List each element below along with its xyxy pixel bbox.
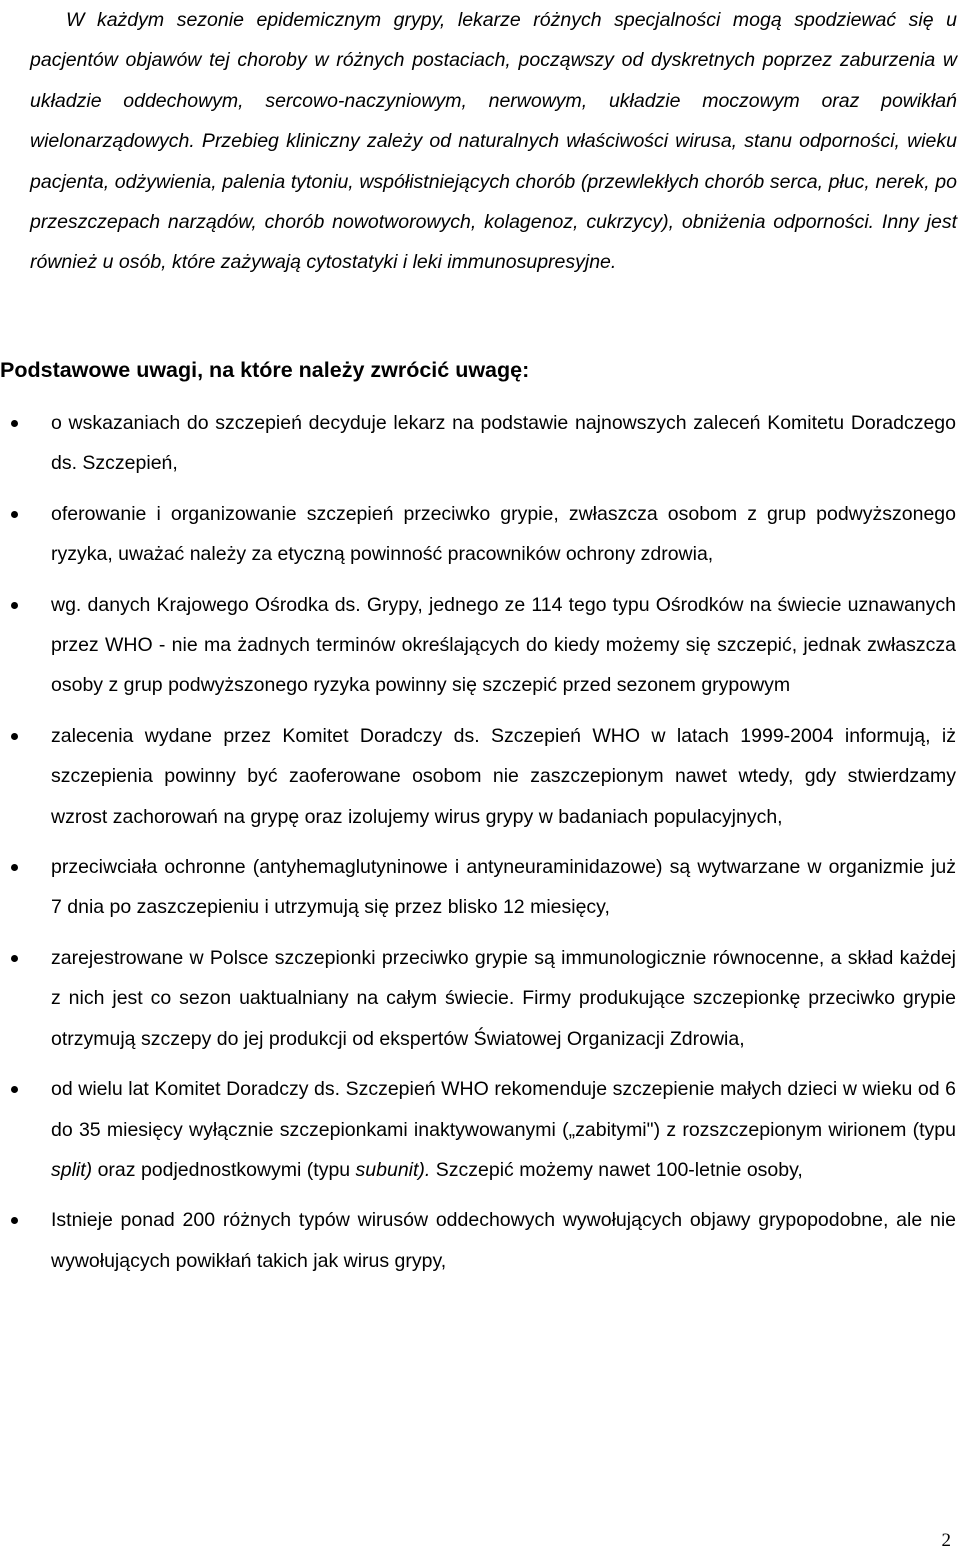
- list-item: [0, 938, 960, 1059]
- section-heading: Podstawowe uwagi, na które należy zwrócić uwagę:: [0, 358, 530, 382]
- list-item: [0, 1200, 960, 1281]
- list-item: [0, 1069, 960, 1190]
- bullet-icon: [11, 602, 18, 609]
- bullet-icon: [11, 955, 18, 962]
- bullet-text: o wskazaniach do szczepień decyduje lekarz na podstawie najnowszych zaleceń Komitetu Doradczego ds. Szczepień,: [51, 412, 956, 475]
- bullet-text: zalecenia wydane przez Komitet Doradczy ds. Szczepień WHO w latach 1999-2004 informują, iż szczepienia powinny być zaoferowane osobom nie zaszczepionym nawet wtedy, gdy stwierdzamy wzrost zachorowań na grypę oraz izolujemy wirus grypy w badaniach populacyjnych,: [51, 724, 956, 828]
- bullet-icon: [11, 733, 18, 740]
- bullet-icon: [11, 420, 18, 427]
- bullet-list: [0, 403, 960, 1291]
- page-number: 2: [941, 1530, 951, 1551]
- bullet-text-segment: od wielu lat Komitet Doradczy ds. Szczepień WHO rekomenduje szczepienie małych dzieci w wieku od 6 do 35 miesięcy wyłącznie szczepionkami inaktywowanymi („zabitymi") z rozszczepionym wirionem (typu: [51, 1078, 956, 1141]
- bullet-text-segment: Szczepić możemy nawet 100-letnie osoby,: [430, 1158, 803, 1181]
- intro-paragraph: [30, 0, 957, 283]
- bullet-text: zarejestrowane w Polsce szczepionki przeciwko grypie są immunologicznie równocenne, a skład każdej z nich jest co sezon uaktualniany na całym świecie. Firmy produkujące szczepionkę przeciwko grypie otrzymują szczepy do jej produkcji od ekspertów Światowej Organizacji Zdrowia,: [51, 946, 956, 1050]
- bullet-text-segment: oraz podjednostkowymi (typu: [92, 1158, 356, 1181]
- bullet-icon: [11, 511, 18, 518]
- bullet-text: [51, 1069, 956, 1190]
- list-item: [0, 494, 960, 575]
- bullet-text: wg. danych Krajowego Ośrodka ds. Grypy, jednego ze 114 tego typu Ośrodków na świecie uznawanych przez WHO - nie ma żadnych terminów określających do kiedy możemy się szczepić, jednak zwłaszcza osoby z grup podwyższonego ryzyka powinny się szczepić przed sezonem grypowym: [51, 593, 956, 697]
- list-item: [0, 585, 960, 706]
- bullet-icon: [11, 1086, 18, 1093]
- intro-text: W każdym sezonie epidemicznym grypy, lekarze różnych specjalności mogą spodziewać się u pacjentów objawów tej choroby w różnych postaciach, począwszy od dyskretnych poprzez zaburzenia w układzie oddechowym, sercowo-naczyniowym, nerwowym, układzie moczowym oraz powikłań wielonarządowych. Przebieg kliniczny zależy od naturalnych właściwości wirusa, stanu odporności, wieku pacjenta, odżywienia, palenia tytoniu, współistniejących chorób (przewlekłych chorób serca, płuc, nerek, po przeszczepach narządów, chorób nowotworowych, kolagenoz, cukrzycy), obniżenia odporności. Inny jest również u osób, które zażywają cytostatyki i leki immunosupresyjne.: [30, 9, 957, 274]
- bullet-text: oferowanie i organizowanie szczepień przeciwko grypie, zwłaszcza osobom z grup podwyższonego ryzyka, uważać należy za etyczną powinność pracowników ochrony zdrowia,: [51, 502, 956, 566]
- list-item: [0, 403, 960, 484]
- bullet-icon: [11, 1217, 18, 1224]
- bullet-icon: [11, 864, 18, 871]
- italic-term: split): [51, 1158, 93, 1181]
- list-item: [0, 716, 960, 837]
- bullet-text: Istnieje ponad 200 różnych typów wirusów oddechowych wywołujących objawy grypopodobne, ale nie wywołujących powikłań takich jak wirus grypy,: [51, 1209, 956, 1272]
- list-item: [0, 847, 960, 928]
- italic-term: subunit).: [355, 1158, 431, 1181]
- bullet-text: przeciwciała ochronne (antyhemaglutyninowe i antyneuraminidazowe) są wytwarzane w organizmie już 7 dnia po zaszczepieniu i utrzymują się przez blisko 12 miesięcy,: [51, 856, 956, 919]
